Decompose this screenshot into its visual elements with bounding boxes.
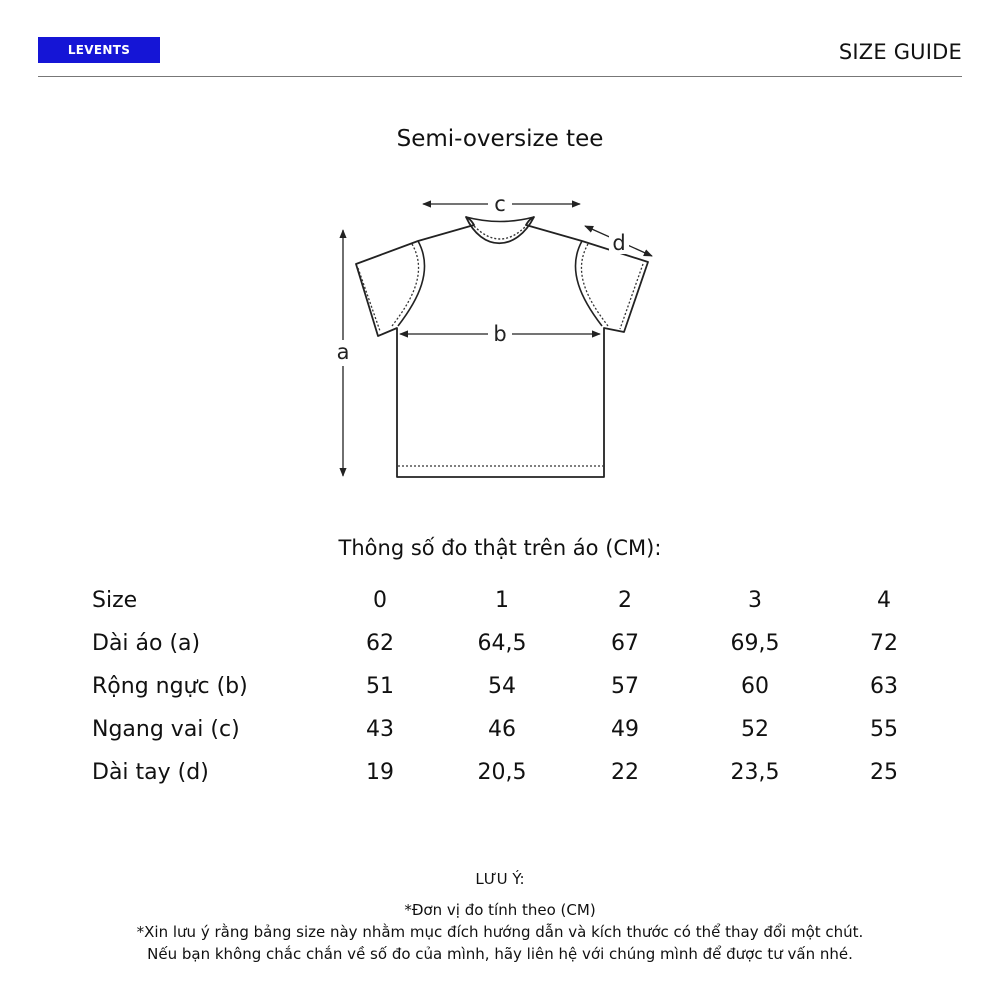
brand-logo: LEVENTS: [38, 37, 160, 63]
table-cell: 49: [611, 717, 639, 742]
table-cell: 22: [611, 760, 639, 785]
row-label: Ngang vai (c): [92, 717, 240, 742]
table-cell: 54: [488, 674, 516, 699]
table-cell: 63: [870, 674, 898, 699]
table-cell: 46: [488, 717, 516, 742]
notes-heading: LƯU Ý:: [475, 870, 525, 888]
table-cell: 60: [741, 674, 769, 699]
table-cell: 23,5: [730, 760, 780, 785]
size-header-cell: 4: [877, 588, 891, 613]
measure-label-c: c: [494, 192, 506, 216]
header-divider: [38, 76, 962, 77]
table-cell: 51: [366, 674, 394, 699]
table-cell: 69,5: [730, 631, 780, 656]
row-label: Size: [92, 588, 138, 613]
table-cell: 72: [870, 631, 898, 656]
size-table: [92, 582, 932, 797]
table-cell: 67: [611, 631, 639, 656]
size-header-cell: 3: [748, 588, 762, 613]
table-cell: 55: [870, 717, 898, 742]
note-line: *Xin lưu ý rằng bảng size này nhằm mục đích hướng dẫn và kích thước có thể thay đổi một chút.: [136, 923, 864, 941]
product-title: Semi-oversize tee: [396, 126, 604, 152]
table-row: [92, 668, 932, 711]
table-cell: 19: [366, 760, 394, 785]
table-cell: 64,5: [477, 631, 527, 656]
tshirt-outline: [356, 217, 648, 477]
note-line: Nếu bạn không chắc chắn về số đo của mình, hãy liên hệ với chúng mình để được tư vấn nhé.: [147, 945, 853, 963]
size-header-cell: 1: [495, 588, 509, 613]
measure-label-a: a: [336, 340, 350, 364]
table-cell: 52: [741, 717, 769, 742]
table-cell: 43: [366, 717, 394, 742]
measure-label-b: b: [493, 322, 507, 346]
table-cell: 20,5: [477, 760, 527, 785]
row-label: Dài tay (d): [92, 760, 209, 785]
measure-label-d: d: [612, 231, 626, 255]
table-cell: 25: [870, 760, 898, 785]
note-line: *Đơn vị đo tính theo (CM): [404, 901, 596, 919]
table-cell: 57: [611, 674, 639, 699]
table-cell: 62: [366, 631, 394, 656]
page-title: SIZE GUIDE: [838, 40, 962, 64]
table-header-row: [92, 582, 932, 625]
table-caption: Thông số đo thật trên áo (CM):: [338, 536, 662, 560]
size-header-cell: 2: [618, 588, 632, 613]
table-row: [92, 711, 932, 754]
row-label: Dài áo (a): [92, 631, 201, 656]
tshirt-measurement-diagram: [320, 185, 670, 485]
table-row: [92, 754, 932, 797]
notes-section: [0, 868, 1000, 965]
table-row: [92, 625, 932, 668]
size-header-cell: 0: [373, 588, 387, 613]
row-label: Rộng ngực (b): [92, 674, 248, 699]
